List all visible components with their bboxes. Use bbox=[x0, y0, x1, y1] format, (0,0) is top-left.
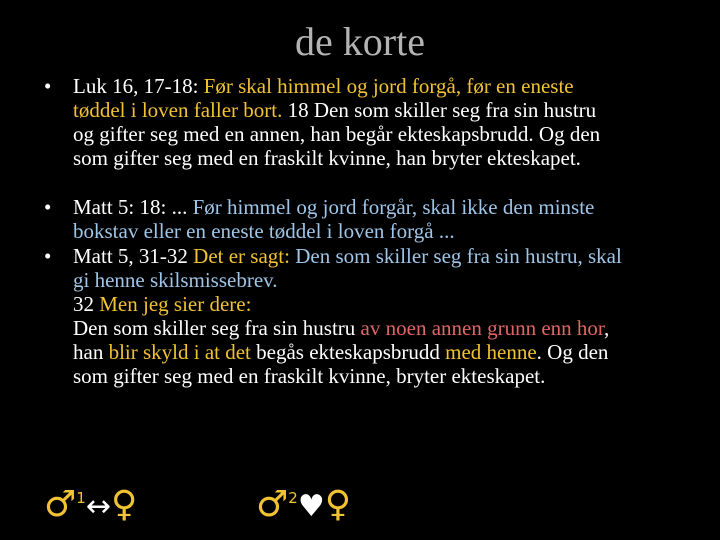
quote-text: tøddel i loven faller bort. bbox=[73, 98, 283, 122]
quote-text: blir skyld i at det bbox=[108, 340, 251, 364]
verse-number: 32 bbox=[73, 292, 100, 316]
symbol-group-left bbox=[44, 478, 137, 527]
bullet-dot: • bbox=[44, 195, 52, 219]
bullet-matt-5-18 bbox=[40, 195, 704, 219]
body-text: begås ekteskapsbrudd bbox=[250, 340, 446, 364]
bullet-line bbox=[40, 316, 704, 340]
quote-text: Det er sagt: bbox=[193, 244, 290, 268]
slide-content bbox=[40, 74, 704, 388]
bullet-line: som gifter seg med en fraskilt kvinne, bryter ekteskapet. bbox=[73, 364, 546, 388]
bullet-line: gi henne skilsmissebrev. bbox=[73, 268, 278, 292]
bullet-ref: Matt 5: 18: ... bbox=[73, 195, 193, 219]
bullet-line: bokstav eller en eneste tøddel i loven forgå ... bbox=[73, 219, 455, 243]
body-text: . Og den bbox=[536, 340, 609, 364]
bullet-luk bbox=[40, 74, 704, 98]
bullet-ref: Matt 5, 31-32 bbox=[73, 244, 194, 268]
body-text: , bbox=[604, 316, 610, 340]
bullet-line: som gifter seg med en fraskilt kvinne, han bryter ekteskapet. bbox=[73, 146, 581, 170]
female-icon: ♀ bbox=[324, 484, 352, 525]
body-text: Den som skiller seg fra sin hustru bbox=[73, 316, 361, 340]
body-text: 18 Den som skiller seg fra sin hustru bbox=[282, 98, 597, 122]
left-right-arrow-icon: ↔ bbox=[85, 489, 111, 524]
male-icon: ♂ bbox=[44, 484, 77, 525]
bullet-line bbox=[40, 340, 704, 364]
bullet-line bbox=[40, 292, 704, 316]
quote-text: med henne bbox=[445, 340, 537, 364]
body-text: han bbox=[73, 340, 109, 364]
bullet-dot: • bbox=[44, 74, 52, 98]
bullet-matt-5-31 bbox=[40, 244, 704, 268]
quote-text: Før skal himmel og jord forgå, før en eneste bbox=[203, 74, 574, 98]
bullet-line: og gifter seg med en annen, han begår ekteskapsbrudd. Og den bbox=[73, 122, 601, 146]
symbol-group-right bbox=[256, 478, 351, 527]
bullet-line bbox=[40, 98, 704, 122]
bullet-dot: • bbox=[44, 244, 52, 268]
quote-text: Den som skiller seg fra sin hustru, skal bbox=[289, 244, 622, 268]
male-icon: ♂ bbox=[256, 484, 289, 525]
symbol-sup: 1 bbox=[76, 489, 86, 507]
female-icon: ♀ bbox=[110, 484, 138, 525]
emphasis-text: av noen annen grunn enn hor bbox=[360, 316, 605, 340]
quote-text: Før himmel og jord forgår, skal ikke den minste bbox=[192, 195, 595, 219]
slide-title: de korte bbox=[295, 19, 425, 64]
heart-icon: ♥ bbox=[297, 489, 325, 524]
quote-text: Men jeg sier dere: bbox=[99, 292, 252, 316]
bullet-ref: Luk 16, 17-18: bbox=[73, 74, 204, 98]
symbol-sup: 2 bbox=[288, 489, 298, 507]
